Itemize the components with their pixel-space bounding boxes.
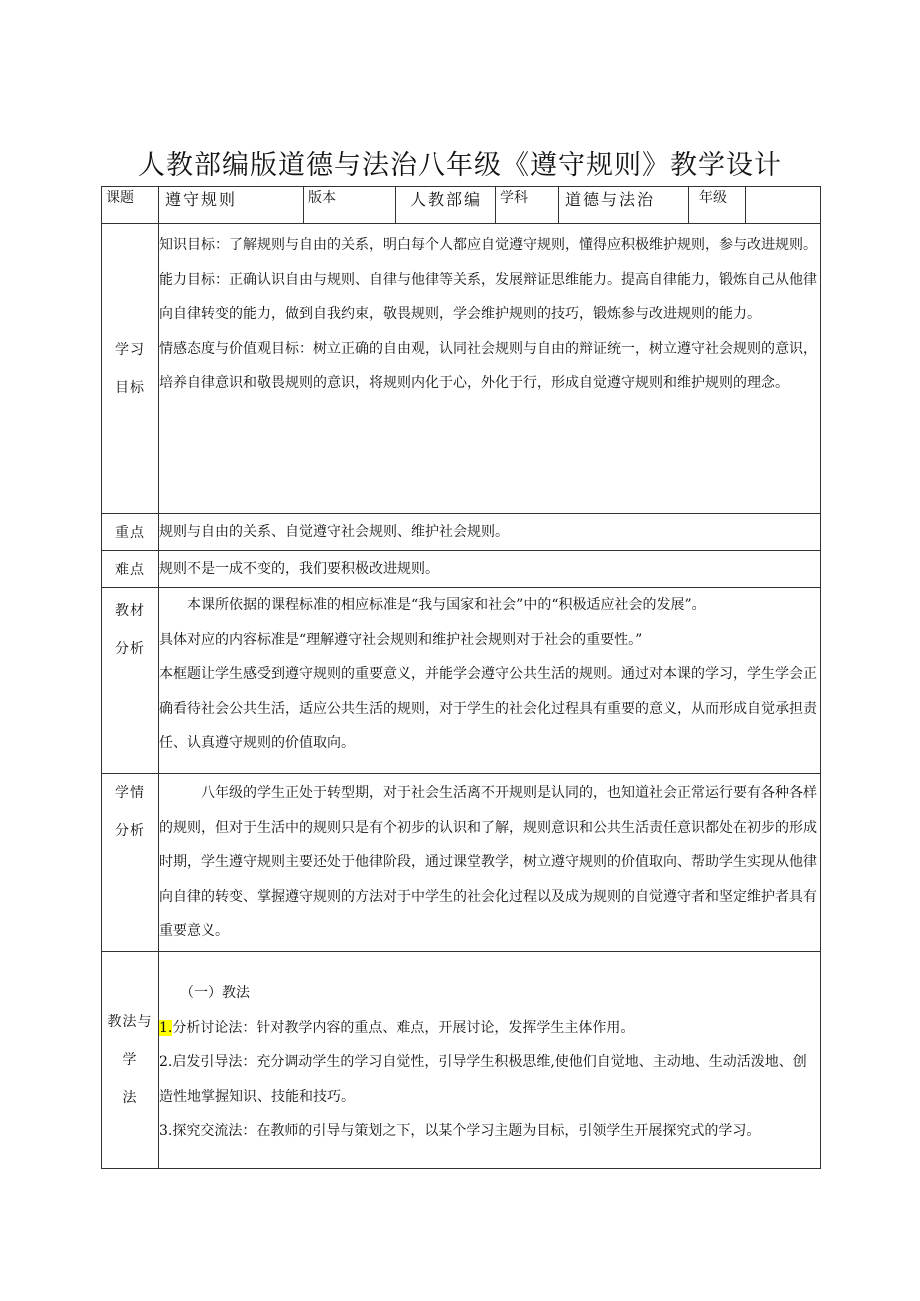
- methods-label-line2: 学: [122, 1052, 138, 1068]
- methods-label-line3: 法: [122, 1090, 138, 1106]
- attitude-objective: 情感态度与价值观目标：树立正确的自由观，认同社会规则与自由的辩证统一，树立遵守社会规则的意识，培养自律意识和敬畏规则的意识，将规则内化于心，外化于行，形成自觉遵守规则和维护规则的理念。: [159, 340, 817, 391]
- version-label: 版本: [304, 187, 396, 224]
- material-para-1: 本课所依据的课程标准的相应标准是“我与国家和社会”中的“积极适应社会的发展”。: [187, 597, 706, 613]
- subject-label: 学科: [496, 187, 559, 224]
- method-item-1: [159, 1011, 820, 1046]
- topic-label: 课题: [102, 187, 159, 224]
- page-title: 人教部编版道德与法治八年级《遵守规则》教学设计: [138, 150, 782, 181]
- student-analysis-label: [102, 774, 159, 952]
- objectives-row: [102, 224, 821, 514]
- grade-label: 年级: [689, 187, 746, 224]
- methods-label-line1: 教法与: [107, 1014, 153, 1030]
- key-point-text: 规则与自由的关系、自觉遵守社会规则、维护社会规则。: [159, 514, 821, 551]
- objectives-content: [159, 224, 821, 514]
- objectives-label-line1: 学习: [115, 341, 145, 358]
- student-label-line1: 学情: [115, 785, 145, 801]
- key-point-row: [102, 514, 821, 551]
- objectives-label: [102, 224, 159, 514]
- methods-content: [159, 952, 821, 1169]
- methods-label: [102, 952, 159, 1169]
- material-label-line1: 教材: [115, 603, 145, 619]
- subject-value: 道德与法治: [559, 187, 689, 224]
- difficulty-row: [102, 551, 821, 588]
- student-analysis-text: 八年级的学生正处于转型期，对于社会生活离不开规则是认同的，也知道社会正常运行要有各种各样的规则，但对于生活中的规则只是有个初步的认识和了解，规则意识和公共生活责任意识都处在初步的形成时期，学生遵守规则主要还处于他律阶段，通过课堂教学，树立遵守规则的价值取向、帮助学生实现从他律向自律的转变、掌握遵守规则的方法对于中学生的社会化过程以及成为规则的自觉遵守者和坚定维护者具有重要意义。: [159, 785, 817, 939]
- material-label-line2: 分析: [115, 641, 145, 657]
- objectives-label-line2: 目标: [115, 379, 145, 396]
- method-item-3: 3.探究交流法：在教师的引导与策划之下，以某个学习主题为目标，引领学生开展探究式的学习。: [159, 1123, 761, 1139]
- student-analysis-row: [102, 774, 821, 952]
- student-label-line2: 分析: [115, 823, 145, 839]
- key-point-label: 重点: [102, 514, 159, 551]
- methods-heading: （一）教法: [180, 985, 250, 1001]
- grade-value: [746, 187, 821, 224]
- method-item-1-number: 1.: [159, 1019, 173, 1036]
- difficulty-text: 规则不是一成不变的，我们要积极改进规则。: [159, 551, 821, 588]
- lesson-plan-table: [101, 186, 821, 1169]
- material-analysis-content: [159, 588, 821, 774]
- topic-value: 遵守规则: [159, 187, 304, 224]
- method-item-1-text: 分析讨论法：针对教学内容的重点、难点，开展讨论，发挥学生主体作用。: [172, 1019, 635, 1036]
- difficulty-label: 难点: [102, 551, 159, 588]
- header-row: [102, 187, 821, 224]
- student-analysis-content: [159, 774, 821, 952]
- material-analysis-label: [102, 588, 159, 774]
- material-analysis-row: [102, 588, 821, 774]
- version-value: 人教部编: [396, 187, 496, 224]
- methods-row: [102, 952, 821, 1169]
- ability-objective: 能力目标：正确认识自由与规则、自律与他律等关系，发展辩证思维能力。提高自律能力，锻炼自己从他律向自律转变的能力，做到自我约束，敬畏规则，学会维护规则的技巧，锻炼参与改进规则的能力。: [159, 271, 817, 322]
- material-para-2: 具体对应的内容标准是“理解遵守社会规则和维护社会规则对于社会的重要性。”: [159, 631, 643, 648]
- method-item-2: 2.启发引导法：充分调动学生的学习自觉性，引导学生积极思维,使他们自觉地、主动地、生动活泼地、创造性地掌握知识、技能和技巧。: [159, 1054, 807, 1105]
- material-para-3: 本框题让学生感受到遵守规则的重要意义，并能学会遵守公共生活的规则。通过对本课的学习，学生学会正确看待社会公共生活，适应公共生活的规则，对于学生的社会化过程具有重要的意义，从而形成自觉承担责任、认真遵守规则的价值取向。: [159, 666, 817, 751]
- knowledge-objective: 知识目标：了解规则与自由的关系，明白每个人都应自觉遵守规则，懂得应积极维护规则，参与改进规则。: [159, 237, 817, 253]
